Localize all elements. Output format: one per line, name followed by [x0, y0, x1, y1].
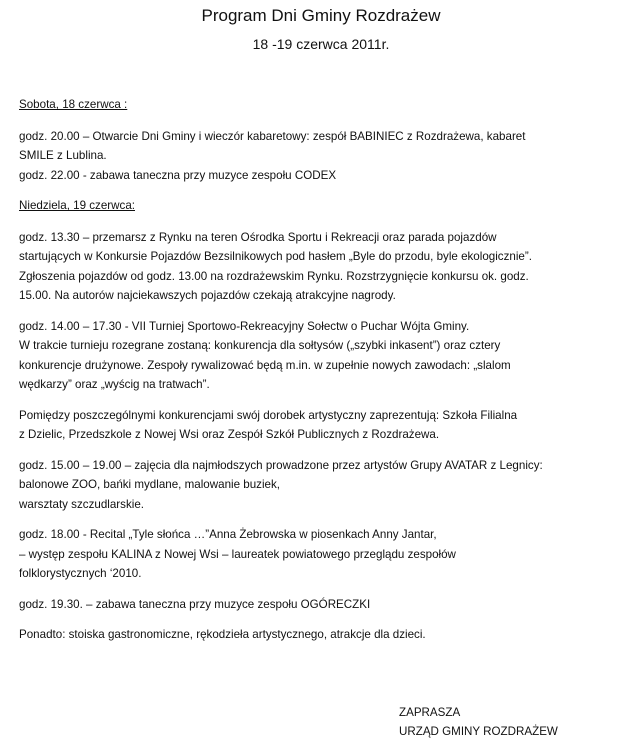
program-line: Zgłoszenia pojazdów od godz. 13.00 na rozdrażewskim Rynku. Rozstrzygnięcie konkursu ok. godz. — [19, 269, 529, 283]
program-paragraph — [19, 228, 631, 306]
program-line: – występ zespołu KALINA z Nowej Wsi – laureatek powiatowego przeglądu zespołów — [19, 547, 456, 561]
program-paragraph — [19, 625, 631, 645]
program-line: z Dzielic, Przedszkole z Nowej Wsi oraz Zespół Szkół Publicznych z Rozdrażewa. — [19, 428, 440, 441]
day1-program — [19, 127, 631, 186]
program-line: W trakcie turnieju rozegrane zostaną: konkurencja dla sołtysów („szybki inkasent”) oraz cztery — [19, 339, 501, 352]
program-line: godz. 13.30 – przemarsz z Rynku na teren Ośrodka Sportu i Rekreacji oraz parada pojazdów — [19, 230, 497, 244]
program-line: folklorystycznych ‘2010. — [19, 567, 142, 580]
program-line: Pomiędzy poszczególnymi konkurencjami swój dorobek artystyczny zaprezentują: Szkoła Filialna — [19, 408, 518, 422]
program-paragraph — [19, 456, 631, 515]
signature-line: ZAPRASZA — [399, 706, 461, 719]
program-paragraph — [19, 595, 631, 615]
program-paragraph — [19, 525, 631, 584]
program-line: godz. 18.00 - Recital „Tyle słońca …”Anna Żebrowska w piosenkach Anny Jantar, — [19, 528, 437, 541]
signature-block — [399, 703, 558, 741]
program-paragraph — [19, 406, 631, 445]
program-content — [19, 95, 631, 656]
document-date: 18 -19 czerwca 2011r. — [252, 36, 390, 52]
program-line: konkurencje drużynowe. Zespoły rywalizować będą m.in. w zupełnie nowych zawodach: „slalom — [19, 358, 511, 372]
program-line: Ponadto: stoiska gastronomiczne, rękodzieła artystycznego, atrakcje dla dzieci. — [19, 628, 426, 641]
program-line: SMILE z Lublina. — [19, 149, 107, 162]
day2-heading: Niedziela, 19 czerwca: — [19, 199, 135, 212]
program-line: warsztaty szczudlarskie. — [19, 497, 144, 511]
program-line: godz. 19.30. – zabawa taneczna przy muzyce zespołu OGÓRECZKI — [19, 597, 371, 611]
day2-program — [19, 228, 631, 645]
program-line: balonowe ZOO, bańki mydlane, malowanie buziek, — [19, 478, 280, 491]
program-line: godz. 15.00 – 19.00 – zajęcia dla najmłodszych prowadzone przez artystów Grupy AVATAR z Legnicy: — [19, 458, 543, 472]
program-line: godz. 14.00 – 17.30 - VII Turniej Sportowo-Rekreacyjny Sołectw o Puchar Wójta Gminy. — [19, 319, 470, 333]
program-line: wędkarzy” oraz „wyścig na tratwach”. — [19, 378, 210, 391]
program-paragraph — [19, 127, 631, 186]
signature-line: URZĄD GMINY ROZDRAŻEW — [399, 725, 558, 738]
program-paragraph — [19, 317, 631, 395]
program-line: godz. 20.00 – Otwarcie Dni Gminy i wieczór kabaretowy: zespół BABINIEC z Rozdrażewa, kabaret — [19, 129, 526, 143]
program-line: godz. 22.00 - zabawa taneczna przy muzyce zespołu CODEX — [19, 168, 337, 182]
program-line: startujących w Konkursie Pojazdów Bezsilnikowych pod hasłem „Byle do przodu, byle ekologicznie”. — [19, 250, 532, 263]
document-title: Program Dni Gminy Rozdrażew — [201, 6, 441, 25]
day1-heading: Sobota, 18 czerwca : — [19, 98, 128, 111]
program-line: 15.00. Na autorów najciekawszych pojazdów czekają atrakcyjne nagrody. — [19, 289, 396, 302]
